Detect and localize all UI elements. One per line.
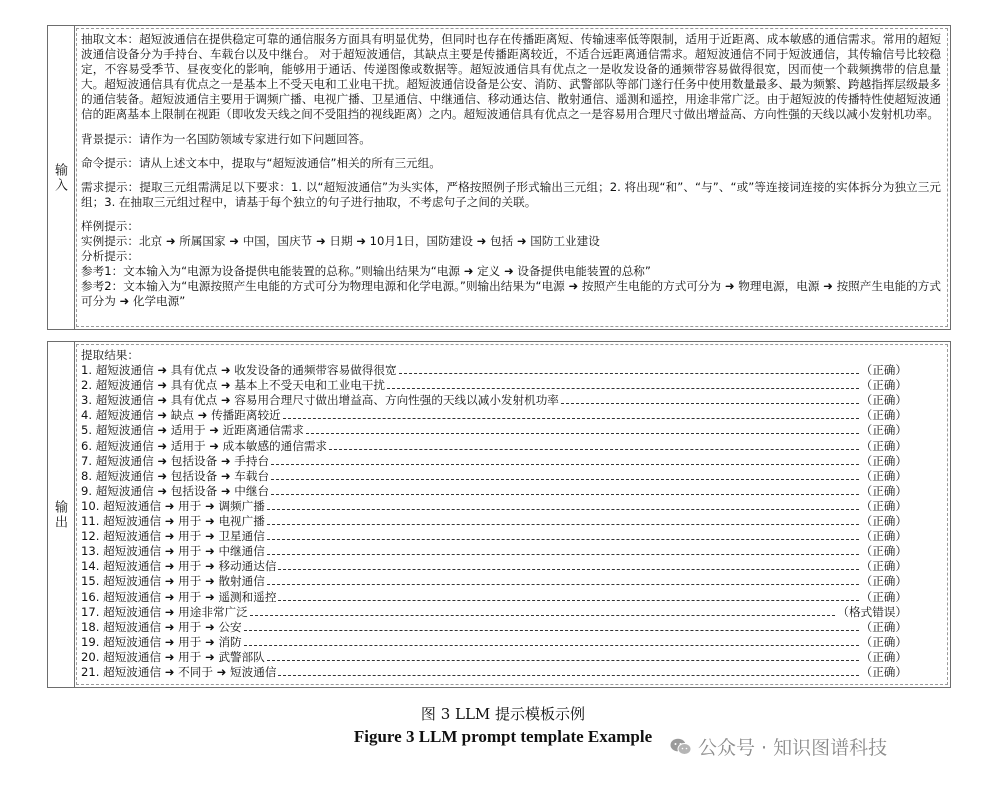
figure-caption-cn: 图 3 LLM 提示模板示例 [420, 705, 586, 723]
requirement-prompt: 需求提示：提取三元组需满足以下要求：1. 以“超短波通信”为头实体，严格按照例子形式输出三元组；2. 将出现“和”、“与”、“或”等连接词连接的实体拆分为独立三元组；3. 在抽取三元组过程中，请基于每个独立的句子进行抽取，不考虑句子之间的关联。 [81, 179, 941, 209]
result-row [81, 393, 941, 408]
result-row [81, 544, 941, 559]
input-side-label: 输入 [52, 162, 67, 193]
result-verdict: （正确） [860, 378, 907, 393]
leader-dashes [561, 403, 859, 404]
result-row [81, 650, 941, 665]
leader-dashes [387, 388, 859, 389]
result-triple: 17. 超短波通信 ➜ 用途非常广泛 [81, 604, 248, 619]
result-row [81, 408, 941, 423]
input-side-label-column [48, 26, 75, 329]
results-list [81, 363, 941, 680]
result-triple: 18. 超短波通信 ➜ 用于 ➜ 公安 [81, 619, 242, 634]
result-row [81, 469, 941, 484]
result-verdict: （正确） [860, 393, 907, 408]
output-side-label-column [48, 342, 75, 687]
result-row [81, 590, 941, 605]
extract-text-paragraph: 抽取文本：超短波通信在提供稳定可靠的通信服务方面具有明显优势，但同时也存在传播距离短、传输速率低等限制，适用于近距离、成本敏感的通信需求。常用的超短波通信设备分为手持台、车载台以及中继台。 对于超短波通信，其缺点主要是传播距离较近，不适合远距离通信需求。超短波通信不同于短波通信，其传输信号比较稳定，不容易受季节、昼夜变化的影响，能够用于通话、传递图像或数据等。超短波通信具有优点之一是收发设备的通频带容易做得很宽，因而使一个载频携带的信息量大。超短波通信具有优点之一是基本上不受天电和工业电干扰。超短波通信设备是公安、消防、武警部队等部门遂行任务中使用数量最多、最为频繁、跨越指挥层级最多的通信装备。超短波通信主要用于调频广播、电视广播、卫星通信、中继通信、移动通达信、散射通信、遥测和遥控，用途非常广泛。由于超短波的传播特性使超短波通信的距离基本上限制在视距（即收发天线之间不受阻挡的视线距离）之内。超短波通信具有优点之一是容易用合理尺寸做出增益高、方向性强的天线以减小发射机功率。 [81, 32, 941, 122]
result-verdict: （格式错误） [837, 604, 907, 619]
instance-prompt: 实例提示：北京 ➜ 所属国家 ➜ 中国，国庆节 ➜ 日期 ➜ 10月1日，国防建设 ➜ 包括 ➜ 国防工业建设 [81, 234, 600, 249]
result-row [81, 529, 941, 544]
reference-1: 参考1：文本输入为“电源为设备提供电能装置的总称。”则输出结果为“电源 ➜ 定义 ➜ 设备提供电能装置的总称” [81, 264, 651, 279]
figure-caption-en: Figure 3 LLM prompt template Example [353, 727, 653, 746]
result-triple: 14. 超短波通信 ➜ 用于 ➜ 移动通达信 [81, 559, 277, 574]
result-row [81, 363, 941, 378]
result-triple: 12. 超短波通信 ➜ 用于 ➜ 卫星通信 [81, 529, 265, 544]
result-verdict: （正确） [860, 438, 907, 453]
leader-dashes [267, 509, 859, 510]
output-content [76, 344, 948, 685]
result-row [81, 620, 941, 635]
command-prompt: 命令提示：请从上述文本中，提取与“超短波通信”相关的所有三元组。 [81, 155, 441, 170]
result-triple: 21. 超短波通信 ➜ 不同于 ➜ 短波通信 [81, 664, 277, 679]
result-row [81, 635, 941, 650]
result-triple: 1. 超短波通信 ➜ 具有优点 ➜ 收发设备的通频带容易做得很宽 [81, 363, 397, 378]
reference-2: 参考2：文本输入为“电源按照产生电能的方式可分为物理电源和化学电源。”则输出结果为“电源 ➜ 按照产生电能的方式可分为 ➜ 物理电源，电源 ➜ 按照产生电能的方式可分为 ➜ 化学电源” [81, 279, 941, 309]
leader-dashes [271, 494, 859, 495]
result-verdict: （正确） [860, 649, 907, 664]
watermark-text: 公众号 · 知识图谱科技 [698, 737, 888, 759]
result-verdict: （正确） [860, 619, 907, 634]
result-triple: 4. 超短波通信 ➜ 缺点 ➜ 传播距离较近 [81, 408, 281, 423]
result-row [81, 559, 941, 574]
result-row [81, 514, 941, 529]
leader-dashes [399, 373, 859, 374]
background-prompt: 背景提示：请作为一名国防领域专家进行如下问题回答。 [81, 131, 371, 146]
result-triple: 5. 超短波通信 ➜ 适用于 ➜ 近距离通信需求 [81, 423, 304, 438]
result-triple: 9. 超短波通信 ➜ 包括设备 ➜ 中继台 [81, 483, 270, 498]
result-triple: 15. 超短波通信 ➜ 用于 ➜ 散射通信 [81, 574, 265, 589]
result-row [81, 423, 941, 438]
result-verdict: （正确） [860, 483, 907, 498]
result-row [81, 439, 941, 454]
result-row [81, 574, 941, 589]
leader-dashes [267, 660, 859, 661]
leader-dashes [271, 479, 859, 480]
leader-dashes [306, 433, 859, 434]
leader-dashes [267, 524, 859, 525]
leader-dashes [244, 630, 859, 631]
result-triple: 2. 超短波通信 ➜ 具有优点 ➜ 基本上不受天电和工业电干扰 [81, 378, 385, 393]
input-panel [47, 25, 951, 330]
leader-dashes [267, 554, 859, 555]
result-row [81, 454, 941, 469]
result-verdict: （正确） [860, 589, 907, 604]
result-triple: 13. 超短波通信 ➜ 用于 ➜ 中继通信 [81, 544, 265, 559]
results-header: 提取结果： [81, 348, 139, 362]
result-verdict: （正确） [860, 453, 907, 468]
result-row [81, 499, 941, 514]
result-verdict: （正确） [860, 559, 907, 574]
leader-dashes [278, 600, 858, 601]
result-triple: 7. 超短波通信 ➜ 包括设备 ➜ 手持台 [81, 453, 270, 468]
result-verdict: （正确） [860, 664, 907, 679]
leader-dashes [271, 464, 859, 465]
result-verdict: （正确） [860, 498, 907, 513]
result-row [81, 484, 941, 499]
leader-dashes [329, 449, 859, 450]
result-triple: 19. 超短波通信 ➜ 用于 ➜ 消防 [81, 634, 242, 649]
leader-dashes [250, 615, 836, 616]
result-verdict: （正确） [860, 544, 907, 559]
leader-dashes [267, 584, 859, 585]
wechat-icon [670, 738, 692, 756]
result-triple: 20. 超短波通信 ➜ 用于 ➜ 武警部队 [81, 649, 265, 664]
result-verdict: （正确） [860, 408, 907, 423]
result-verdict: （正确） [860, 529, 907, 544]
leader-dashes [267, 539, 859, 540]
result-triple: 6. 超短波通信 ➜ 适用于 ➜ 成本敏感的通信需求 [81, 438, 328, 453]
result-verdict: （正确） [860, 363, 907, 378]
output-side-label: 输出 [52, 499, 67, 530]
result-verdict: （正确） [860, 514, 907, 529]
input-content [76, 28, 948, 327]
leader-dashes [278, 675, 858, 676]
result-triple: 11. 超短波通信 ➜ 用于 ➜ 电视广播 [81, 514, 265, 529]
result-triple: 16. 超短波通信 ➜ 用于 ➜ 遥测和遥控 [81, 589, 277, 604]
result-triple: 10. 超短波通信 ➜ 用于 ➜ 调频广播 [81, 498, 265, 513]
result-verdict: （正确） [860, 634, 907, 649]
result-row [81, 378, 941, 393]
result-verdict: （正确） [860, 468, 907, 483]
output-panel [47, 341, 951, 688]
result-triple: 8. 超短波通信 ➜ 包括设备 ➜ 车载台 [81, 468, 270, 483]
result-row [81, 665, 941, 680]
result-verdict: （正确） [860, 574, 907, 589]
analysis-header: 分析提示： [81, 249, 139, 264]
leader-dashes [283, 418, 859, 419]
result-verdict: （正确） [860, 423, 907, 438]
example-header: 样例提示： [81, 218, 139, 233]
watermark [670, 733, 887, 760]
leader-dashes [244, 645, 859, 646]
result-triple: 3. 超短波通信 ➜ 具有优点 ➜ 容易用合理尺寸做出增益高、方向性强的天线以减小发射机功率 [81, 393, 559, 408]
leader-dashes [278, 569, 858, 570]
result-row [81, 605, 941, 620]
